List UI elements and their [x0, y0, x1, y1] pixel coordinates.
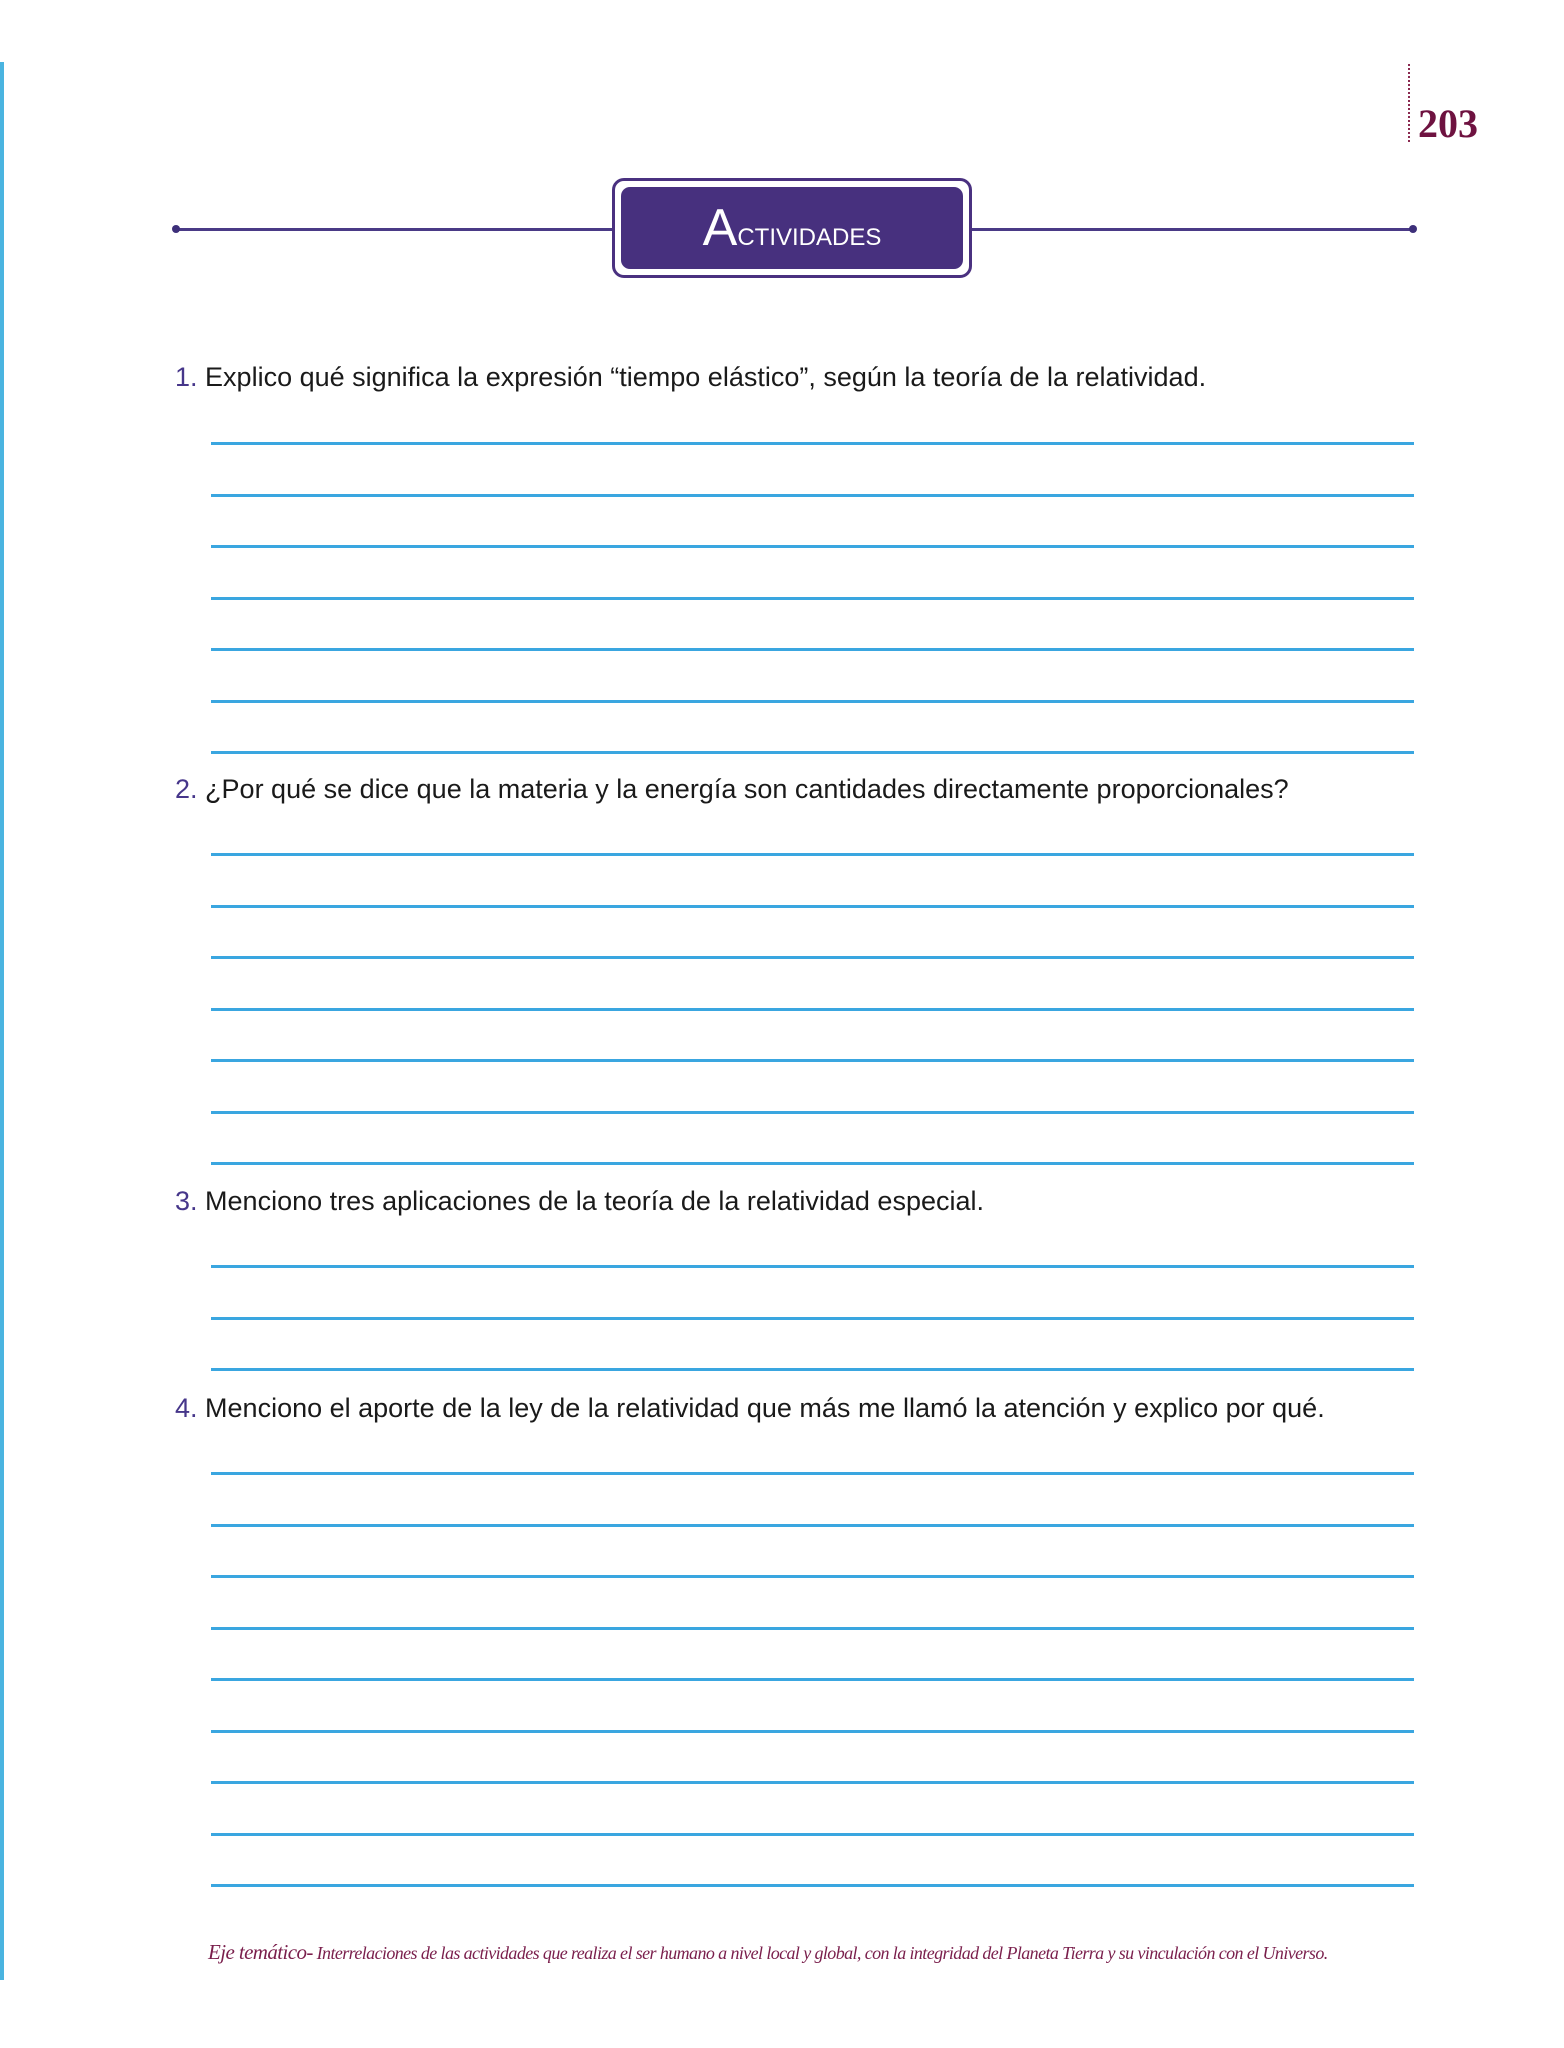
answer-line[interactable]	[211, 597, 1414, 600]
question-number: 3.	[175, 1186, 198, 1216]
answer-line[interactable]	[211, 751, 1414, 754]
page-number-divider	[1408, 64, 1410, 142]
answer-line[interactable]	[211, 700, 1414, 703]
question-number: 1.	[175, 362, 198, 392]
footer-text: Interrelaciones de las actividades que realiza el ser humano a nivel local y global, con la integridad del Planeta Tierra y su vinculación con el Universo.	[316, 1943, 1328, 1963]
question-number: 4.	[175, 1393, 198, 1423]
answer-line[interactable]	[211, 1265, 1414, 1268]
question-number: 2.	[175, 774, 198, 804]
answer-line[interactable]	[211, 1368, 1414, 1371]
question-text: ¿Por qué se dice que la materia y la energía son cantidades directamente proporcionales?	[205, 774, 1289, 804]
question-text: Explico qué significa la expresión “tiempo elástico”, según la teoría de la relatividad.	[205, 362, 1207, 392]
answer-line[interactable]	[211, 1059, 1414, 1062]
header-rule-dot-left	[172, 225, 180, 233]
question-3	[175, 1186, 984, 1217]
answer-line[interactable]	[211, 1472, 1414, 1475]
answer-line[interactable]	[211, 442, 1414, 445]
question-text: Menciono el aporte de la ley de la relatividad que más me llamó la atención y explico por qué.	[205, 1393, 1325, 1423]
answer-line[interactable]	[211, 1162, 1414, 1165]
answer-line[interactable]	[211, 1524, 1414, 1527]
page-number: 203	[1418, 101, 1478, 146]
answer-line[interactable]	[211, 1678, 1414, 1681]
answer-line[interactable]	[211, 1111, 1414, 1114]
answer-line[interactable]	[211, 1781, 1414, 1784]
answer-line[interactable]	[211, 1730, 1414, 1733]
header-rule-left	[175, 228, 615, 231]
section-title-box	[612, 178, 972, 278]
answer-line[interactable]	[211, 1317, 1414, 1320]
question-4	[175, 1393, 1325, 1424]
answer-line[interactable]	[211, 1575, 1414, 1578]
answer-line[interactable]	[211, 494, 1414, 497]
answer-line[interactable]	[211, 853, 1414, 856]
answer-line[interactable]	[211, 905, 1414, 908]
section-title: Actividades	[702, 199, 882, 257]
answer-line[interactable]	[211, 1627, 1414, 1630]
answer-line[interactable]	[211, 648, 1414, 651]
header-rule-dot-right	[1409, 225, 1417, 233]
answer-line[interactable]	[211, 956, 1414, 959]
question-1	[175, 362, 1206, 393]
header-rule-right	[970, 228, 1414, 231]
answer-line[interactable]	[211, 1884, 1414, 1887]
footer-theme	[208, 1940, 1328, 1965]
question-2	[175, 774, 1289, 805]
answer-line[interactable]	[211, 545, 1414, 548]
question-text: Menciono tres aplicaciones de la teoría de la relatividad especial.	[205, 1186, 984, 1216]
footer-label: Eje temático-	[208, 1940, 313, 1964]
page-edge-bar	[0, 62, 4, 1980]
answer-line[interactable]	[211, 1833, 1414, 1836]
answer-line[interactable]	[211, 1008, 1414, 1011]
